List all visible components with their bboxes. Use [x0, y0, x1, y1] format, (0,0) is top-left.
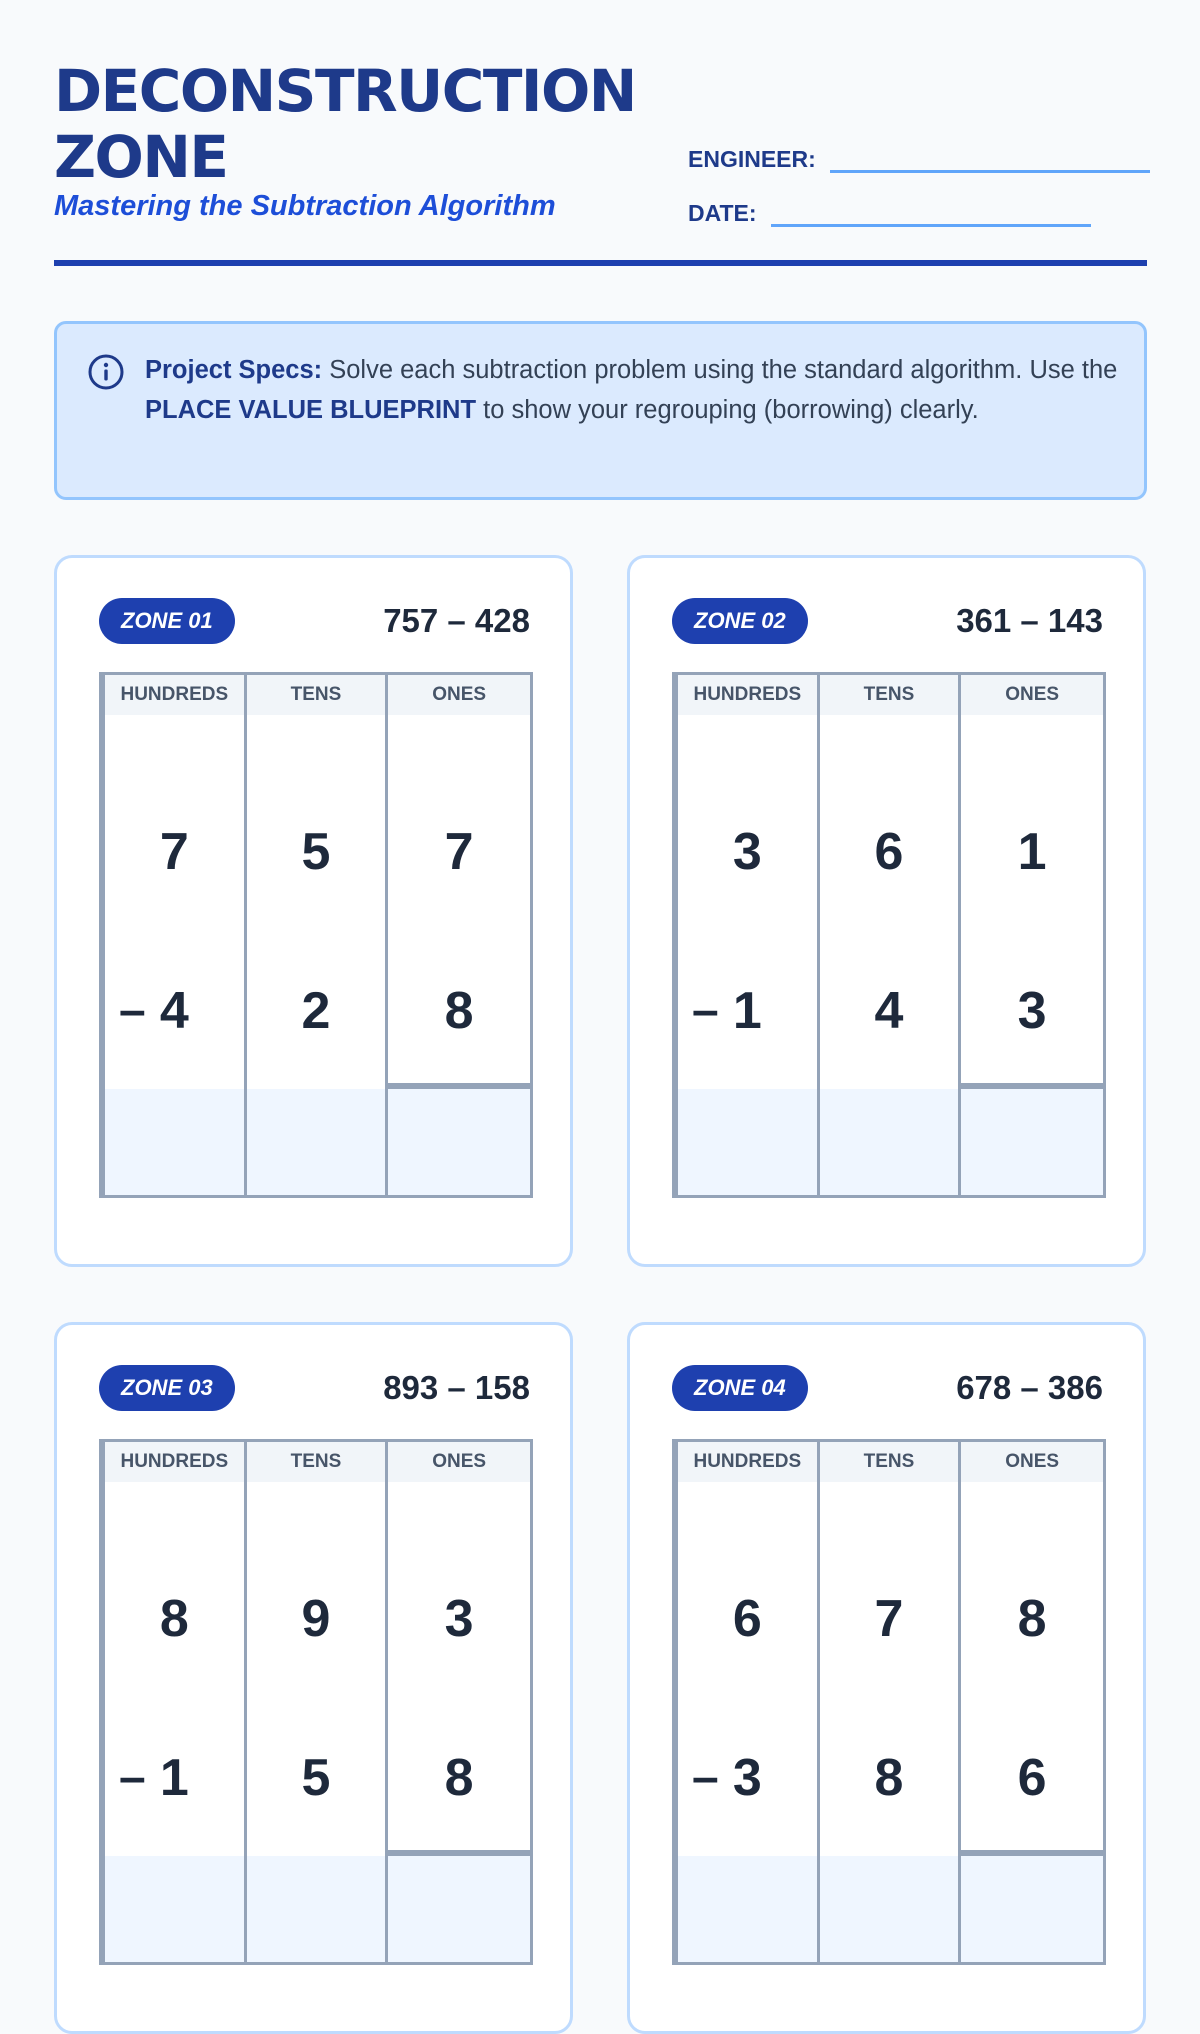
minuend-ones: 8	[1017, 1590, 1047, 1648]
column-header: TENS	[247, 675, 386, 715]
ones-column	[388, 675, 530, 1195]
title-line-1: DECONSTRUCTION	[54, 57, 636, 125]
problem-text: 893 – 158	[383, 1369, 530, 1406]
specs-text-2: to show your regrouping (borrowing) clearly.	[476, 396, 979, 424]
hundreds-column	[105, 1442, 247, 1962]
answer-cell-tens[interactable]	[247, 1856, 386, 1962]
tens-column	[820, 1442, 962, 1962]
zone-badge: ZONE 03	[99, 1365, 235, 1411]
subtrahend-tens: 4	[874, 982, 904, 1040]
column-header: HUNDREDS	[105, 1442, 244, 1482]
column-header: TENS	[820, 1442, 959, 1482]
zone-card-4	[627, 1322, 1146, 2034]
page-title	[54, 58, 694, 190]
hundreds-column	[105, 675, 247, 1195]
minus-sign: –	[119, 1751, 146, 1804]
problem-text: 678 – 386	[956, 1369, 1103, 1406]
answer-cell-hundreds[interactable]	[678, 1089, 817, 1195]
zone-card-1	[54, 555, 573, 1267]
minuend-ones: 3	[444, 1590, 474, 1648]
date-input-line[interactable]	[771, 203, 1091, 227]
hundreds-column	[678, 1442, 820, 1962]
answer-cell-tens[interactable]	[247, 1089, 386, 1195]
answer-cell-ones[interactable]	[388, 1083, 530, 1195]
minuend-hundreds: 3	[732, 823, 762, 881]
zone-badge: ZONE 01	[99, 598, 235, 644]
minuend-ones: 1	[1017, 823, 1047, 881]
ones-column	[961, 675, 1103, 1195]
answer-cell-hundreds[interactable]	[678, 1856, 817, 1962]
specs-lead: Project Specs:	[145, 356, 323, 384]
problem-text: 757 – 428	[383, 602, 530, 639]
minuend-tens: 7	[874, 1590, 904, 1648]
column-header: HUNDREDS	[678, 675, 817, 715]
subtrahend-ones: 6	[1017, 1749, 1047, 1807]
place-value-grid	[672, 1439, 1106, 1965]
date-field	[688, 200, 1091, 227]
answer-cell-hundreds[interactable]	[105, 1089, 244, 1195]
subtrahend-tens: 2	[301, 982, 331, 1040]
subtrahend-ones: 3	[1017, 982, 1047, 1040]
minuend-tens: 9	[301, 1590, 331, 1648]
column-header: HUNDREDS	[105, 675, 244, 715]
minuend-tens: 6	[874, 823, 904, 881]
minuend-hundreds: 6	[732, 1590, 762, 1648]
tens-column	[820, 675, 962, 1195]
engineer-input-line[interactable]	[830, 149, 1150, 173]
minus-sign: –	[119, 984, 146, 1037]
hundreds-column	[678, 675, 820, 1195]
answer-cell-tens[interactable]	[820, 1856, 959, 1962]
place-value-grid	[672, 672, 1106, 1198]
title-line-2: ZONE	[54, 123, 228, 191]
subtrahend-hundreds: 1	[159, 1749, 189, 1807]
column-header: HUNDREDS	[678, 1442, 817, 1482]
specs-text-1: Solve each subtraction problem using the standard algorithm. Use the	[322, 356, 1118, 384]
column-header: ONES	[388, 675, 530, 715]
column-header: TENS	[820, 675, 959, 715]
zone-card-3	[54, 1322, 573, 2034]
zone-badge: ZONE 02	[672, 598, 808, 644]
header	[54, 54, 1147, 266]
minuend-ones: 7	[444, 823, 474, 881]
subtrahend-ones: 8	[444, 1749, 474, 1807]
subtrahend-hundreds: 3	[732, 1749, 762, 1807]
specs-emphasis: PLACE VALUE BLUEPRINT	[145, 396, 477, 424]
place-value-grid	[99, 672, 533, 1198]
answer-cell-tens[interactable]	[820, 1089, 959, 1195]
minus-sign: –	[692, 1751, 719, 1804]
answer-cell-ones[interactable]	[388, 1850, 530, 1962]
subtrahend-hundreds: 1	[732, 982, 762, 1040]
problem-text: 361 – 143	[956, 602, 1103, 639]
subtrahend-ones: 8	[444, 982, 474, 1040]
specs-text	[145, 350, 1125, 430]
place-value-grid	[99, 1439, 533, 1965]
zone-card-2	[627, 555, 1146, 1267]
tens-column	[247, 1442, 389, 1962]
date-label: DATE:	[688, 200, 757, 226]
column-header: ONES	[961, 1442, 1103, 1482]
engineer-field	[688, 146, 1150, 173]
minus-sign: –	[692, 984, 719, 1037]
minuend-hundreds: 7	[159, 823, 189, 881]
answer-cell-ones[interactable]	[961, 1850, 1103, 1962]
tens-column	[247, 675, 389, 1195]
minuend-hundreds: 8	[159, 1590, 189, 1648]
answer-cell-ones[interactable]	[961, 1083, 1103, 1195]
column-header: ONES	[961, 675, 1103, 715]
project-specs-box	[54, 321, 1147, 500]
column-header: ONES	[388, 1442, 530, 1482]
column-header: TENS	[247, 1442, 386, 1482]
ones-column	[961, 1442, 1103, 1962]
answer-cell-hundreds[interactable]	[105, 1856, 244, 1962]
subtrahend-tens: 5	[301, 1749, 331, 1807]
subtrahend-tens: 8	[874, 1749, 904, 1807]
ones-column	[388, 1442, 530, 1962]
subtrahend-hundreds: 4	[159, 982, 189, 1040]
zone-badge: ZONE 04	[672, 1365, 808, 1411]
minuend-tens: 5	[301, 823, 331, 881]
info-icon	[87, 353, 125, 391]
engineer-label: ENGINEER:	[688, 146, 816, 172]
page-subtitle: Mastering the Subtraction Algorithm	[54, 190, 556, 222]
